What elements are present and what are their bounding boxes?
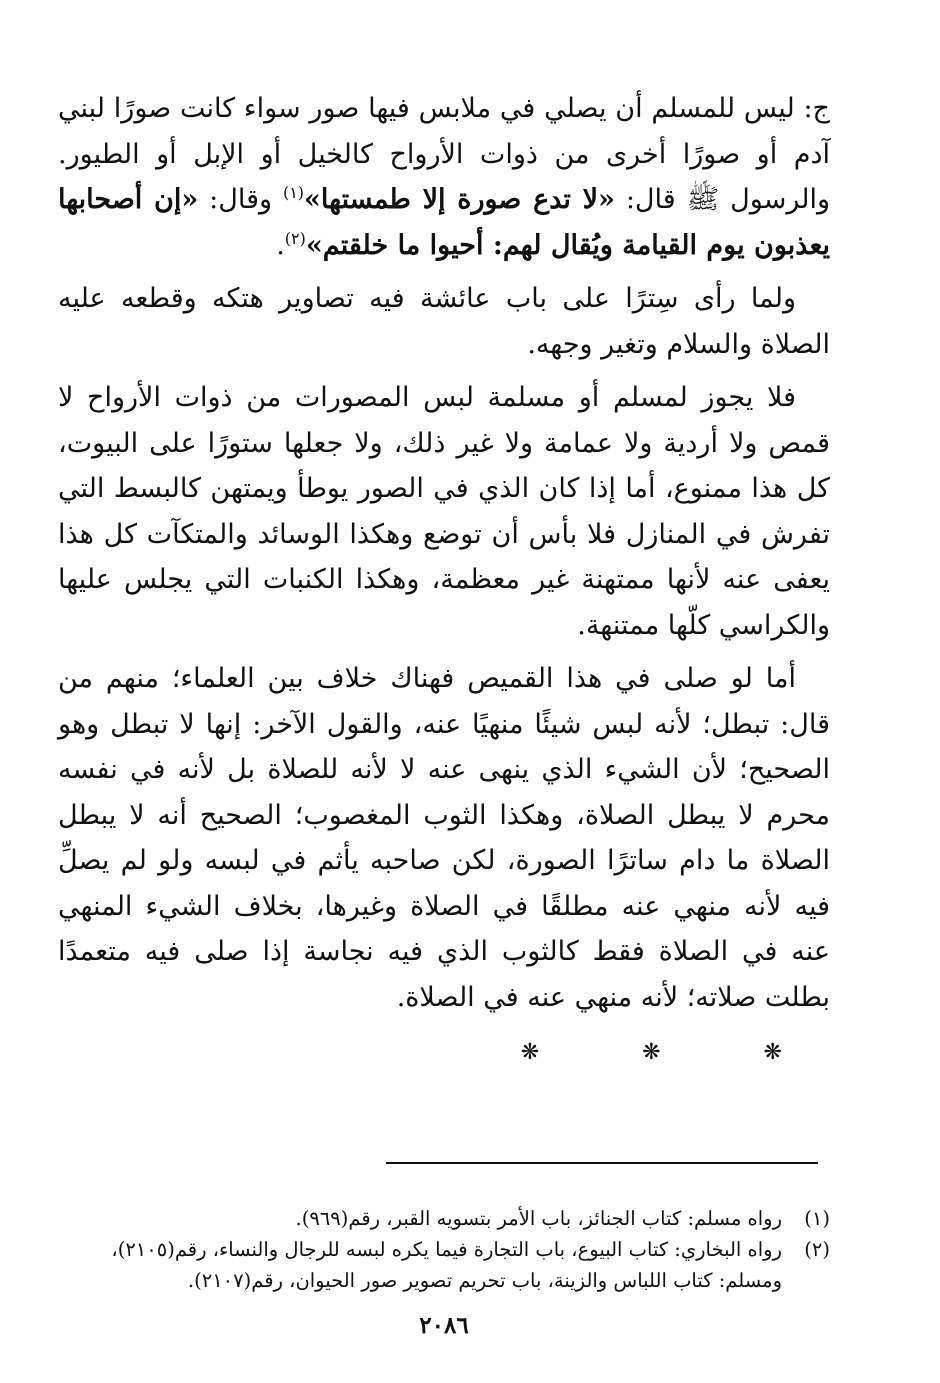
page (58, 86, 830, 1366)
answer-mid: وقال: (198, 184, 283, 215)
paragraph-answer (58, 86, 830, 268)
hadith-quote-2: «إن أصحابها يعذبون يوم القيامة ويُقال لهم: أحيوا ما خلقتم» (58, 184, 830, 261)
footnote-text: رواه مسلم: كتاب الجنائز، باب الأمر بتسويه القبر، رقم(٩٦٩). (295, 1207, 782, 1230)
footnote-ref-2[interactable]: (٢) (284, 228, 306, 248)
footnote-ref-1[interactable]: (١) (282, 183, 305, 202)
paragraph-ruling: فلا يجوز لمسلم أو مسلمة لبس المصورات من ذوات الأرواح لا قمص ولا أردية ولا عمامة ولا غير ذلك، ولا جعلها ستورًا على البيوت، كل هذا ممنوع، أما إذا كان الذي في الصور يوطأ ويمتهن كالبسط التي تفرش في المنازل فلا بأس أن توضع وهكذا الوسائد والمتكآت كل هذا يعفى عنه لأنها ممتهنة غير معظمة، وهكذا الكنبات التي يجلس عليها والكراسي كلّها ممتنهة. (58, 382, 830, 641)
page-number: ٢٠٨٦ (419, 1312, 469, 1339)
footnote-divider (386, 1162, 818, 1164)
footnote-2 (58, 1234, 830, 1296)
hadith-quote-1: «لا تدع صورة إلا طمستها» (304, 184, 615, 215)
answer-lead: ج: ليس للمسلم أن يصلي في ملابس فيها صور سواء كانت صورًا لبني آدم أو صورًا أخرى من ذوات الأرواح كالخيل أو الإبل أو الطيور. والرسول ﷺ قال: (58, 93, 830, 215)
footnote-number: (١) (804, 1207, 830, 1230)
paragraph-aisha: ولما رأى سِترًا على باب عائشة فيه تصاوير هتكه وقطعه عليه الصلاة والسلام وتغير وجهه. (58, 283, 830, 360)
footnote-1 (58, 1203, 830, 1234)
footnotes (58, 1203, 830, 1296)
section-separator: ❋ ❋ ❋ (520, 1040, 830, 1065)
paragraph-prayer: أما لو صلى في هذا القميص فهناك خلاف بين العلماء؛ منهم من قال: تبطل؛ لأنه لبس شيئًا منهيًا عنه، والقول الآخر: إنها لا تبطل وهو الصحيح؛ لأن الشيء الذي ينهى عنه لا لأنه للصلاة بل لأنه في نفسه محرم لا يبطل الصلاة، وهكذا الثوب المغصوب؛ الصحيح أنه لا يبطل الصلاة ما دام ساترًا الصورة، لكن صاحبه يأثم في لبسه ولو لم يصلِّ فيه لأنه منهي عنه مطلقًا في الصلاة وغيرها، بخلاف الشيء المنهي عنه في الصلاة فقط كالثوب الذي فيه نجاسة إذا صلى فيه متعمدًا بطلت صلاته؛ لأنه منهي عنه في الصلاة. (58, 663, 830, 1013)
footnote-text: رواه البخاري: كتاب البيوع، باب التجارة فيما يكره لبسه للرجال والنساء، رقم(٢١٠٥)، ومسلم: كتاب اللباس والزينة، باب تحريم تصوير صور الحيوان، رقم(٢١٠٧). (111, 1238, 782, 1292)
footnote-number: (٢) (804, 1238, 830, 1261)
body-text (58, 86, 830, 1076)
answer-end: . (276, 229, 285, 261)
